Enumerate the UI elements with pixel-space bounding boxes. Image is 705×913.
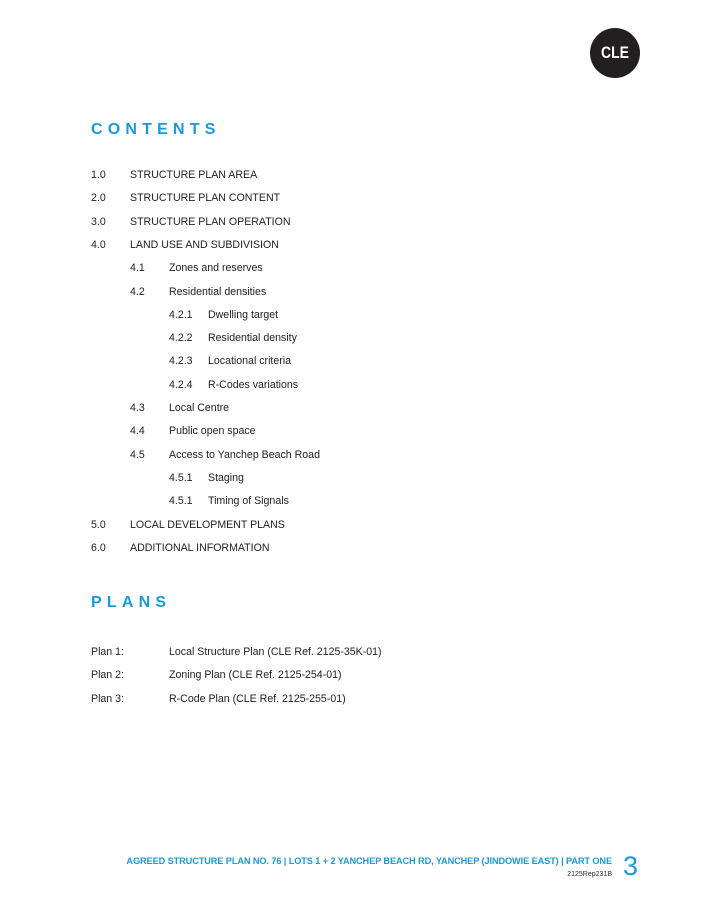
- page-number: 3: [623, 851, 639, 881]
- toc-item: [169, 308, 569, 322]
- toc-item-label: Residential densities: [169, 285, 267, 298]
- toc-item-label: STRUCTURE PLAN OPERATION: [130, 215, 291, 228]
- plan-item: [91, 668, 491, 682]
- toc-item-label: Staging: [208, 471, 244, 484]
- toc-item-label: Timing of Signals: [208, 495, 289, 508]
- toc-item-label: Public open space: [169, 425, 256, 438]
- toc-item-number: 2.0: [91, 192, 106, 205]
- toc-item-number: 4.0: [91, 238, 106, 251]
- toc-item-number: 1.0: [91, 169, 106, 181]
- toc-item-label: ADDITIONAL INFORMATION: [130, 541, 270, 554]
- toc-item-number: 4.4: [130, 425, 145, 438]
- toc-item: [91, 191, 491, 205]
- toc-item-number: 4.2: [130, 285, 145, 298]
- toc-item: [169, 331, 569, 345]
- toc-item-number: 6.0: [91, 541, 106, 554]
- toc-item: [169, 494, 569, 508]
- plan-item: [91, 692, 491, 706]
- toc-item-label: Local Centre: [169, 402, 230, 414]
- toc-item: [169, 471, 569, 485]
- toc-item-label: Locational criteria: [208, 355, 292, 368]
- footer-report-ref: 2125Rep231B: [567, 871, 612, 878]
- toc-item: [169, 378, 569, 392]
- toc-item-number: 4.5: [130, 448, 145, 461]
- toc-item: [91, 168, 491, 182]
- toc-item-number: 5.0: [91, 518, 106, 531]
- plan-item-number: Plan 3:: [91, 692, 124, 705]
- toc-item: [130, 401, 530, 415]
- toc-item-number: 4.2.2: [169, 332, 193, 345]
- toc-item-number: 4.2.4: [169, 378, 193, 391]
- plan-item-label: Local Structure Plan (CLE Ref. 2125-35K-01): [169, 646, 382, 658]
- toc-item-label: Access to Yanchep Beach Road: [169, 448, 320, 461]
- contents-heading: CONTENTS: [91, 121, 221, 138]
- cle-logo: [590, 28, 640, 78]
- toc-item: [91, 541, 491, 555]
- toc-item: [130, 424, 530, 438]
- plan-item: [91, 645, 491, 659]
- toc-item: [130, 285, 530, 299]
- toc-item-label: LOCAL DEVELOPMENT PLANS: [130, 518, 285, 531]
- toc-item-number: 4.2.3: [169, 355, 193, 368]
- toc-item-number: 4.5.1: [169, 471, 193, 484]
- toc-item: [130, 448, 530, 462]
- toc-item-number: 4.1: [130, 262, 145, 275]
- toc-item: [91, 518, 491, 532]
- plan-item-number: Plan 2:: [91, 669, 124, 682]
- toc-item: [91, 238, 491, 252]
- toc-item-label: STRUCTURE PLAN CONTENT: [130, 192, 281, 205]
- footer-document-title: AGREED STRUCTURE PLAN NO. 76 | LOTS 1 + 2 YANCHEP BEACH RD, YANCHEP (JINDOWIE EAST) | PART ONE: [126, 856, 612, 866]
- toc-item-number: 4.2.1: [169, 308, 193, 321]
- toc-item: [169, 354, 569, 368]
- cle-logo-text: CLE: [601, 43, 629, 62]
- toc-item: [91, 215, 491, 229]
- toc-item-label: Dwelling target: [208, 308, 279, 321]
- toc-item-label: Residential density: [208, 332, 297, 345]
- toc-item-label: Zones and reserves: [169, 262, 263, 275]
- toc-item-label: STRUCTURE PLAN AREA: [130, 169, 258, 181]
- toc-item-label: LAND USE AND SUBDIVISION: [130, 238, 279, 251]
- toc-item-number: 4.3: [130, 402, 145, 414]
- plan-item-label: R-Code Plan (CLE Ref. 2125-255-01): [169, 692, 346, 705]
- plan-item-number: Plan 1:: [91, 646, 124, 658]
- toc-item: [130, 261, 530, 275]
- plan-item-label: Zoning Plan (CLE Ref. 2125-254-01): [169, 669, 342, 682]
- toc-item-number: 4.5.1: [169, 495, 193, 508]
- plans-heading: PLANS: [91, 594, 172, 611]
- toc-item-number: 3.0: [91, 215, 106, 228]
- toc-item-label: R-Codes variations: [208, 378, 299, 391]
